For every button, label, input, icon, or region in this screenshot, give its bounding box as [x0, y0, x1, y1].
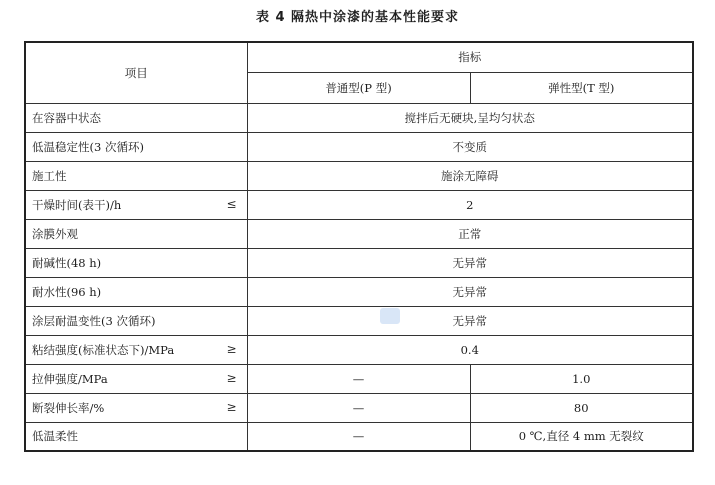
row-item-label: 低温稳定性(3 次循环)	[32, 139, 144, 154]
row-value: 0.4	[247, 335, 693, 364]
row-item-label: 粘结强度(标准状态下)/MPa	[32, 342, 175, 357]
row-item-label: 断裂伸长率/%	[32, 400, 105, 415]
row-value-t: 1.0	[470, 364, 693, 393]
table-row	[25, 393, 693, 422]
table-row	[25, 103, 693, 132]
comparison-operator: ≥	[226, 399, 237, 414]
row-value: 搅拌后无硬块,呈均匀状态	[247, 103, 693, 132]
row-value: 2	[247, 190, 693, 219]
row-item-label: 耐水性(96 h)	[32, 284, 102, 299]
row-value: 不变质	[247, 132, 693, 161]
table-caption: 表 4 隔热中涂漆的基本性能要求	[255, 10, 460, 25]
row-value-p: —	[247, 422, 470, 451]
header-type-p: 普通型(P 型)	[247, 72, 470, 103]
row-item-label: 耐碱性(48 h)	[32, 255, 102, 270]
watermark-icon	[380, 308, 400, 324]
row-item-label: 涂层耐温变性(3 次循环)	[32, 313, 156, 328]
row-value-t: 0 ℃,直径 4 mm 无裂纹	[470, 422, 693, 451]
row-value-t: 80	[470, 393, 693, 422]
table-row	[25, 161, 693, 190]
header-row-1	[25, 42, 693, 72]
comparison-operator: ≤	[226, 196, 237, 211]
row-item-label: 低温柔性	[32, 429, 78, 444]
row-item-label: 干燥时间(表干)/h	[32, 197, 122, 212]
row-value-p: —	[247, 393, 470, 422]
header-type-t: 弹性型(T 型)	[470, 72, 693, 103]
row-value-p: —	[247, 364, 470, 393]
table-row	[25, 248, 693, 277]
header-item: 项目	[25, 42, 247, 103]
row-value: 正常	[247, 219, 693, 248]
row-item-label: 在容器中状态	[32, 110, 101, 125]
table-row	[25, 306, 693, 335]
row-item-label: 涂膜外观	[32, 226, 78, 241]
table-row	[25, 219, 693, 248]
row-value: 无异常	[247, 306, 693, 335]
row-item-label: 施工性	[32, 168, 67, 183]
header-indicator: 指标	[247, 42, 693, 72]
row-item-label: 拉伸强度/MPa	[32, 371, 108, 386]
table-row	[25, 364, 693, 393]
row-value: 施涂无障碍	[247, 161, 693, 190]
table-row	[25, 335, 693, 364]
comparison-operator: ≥	[226, 341, 237, 356]
performance-requirements-table	[24, 41, 694, 452]
table-row	[25, 422, 693, 451]
row-value: 无异常	[247, 277, 693, 306]
comparison-operator: ≥	[226, 370, 237, 385]
table-row	[25, 190, 693, 219]
row-value: 无异常	[247, 248, 693, 277]
table-row	[25, 277, 693, 306]
table-row	[25, 132, 693, 161]
